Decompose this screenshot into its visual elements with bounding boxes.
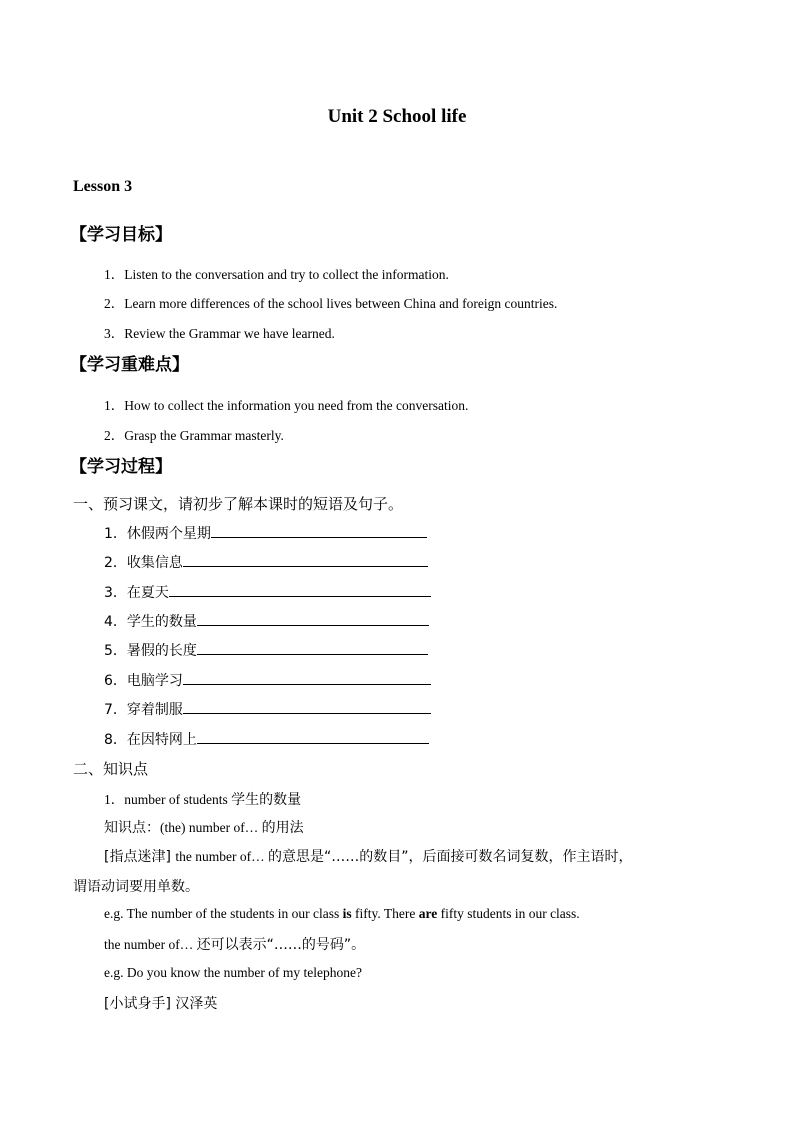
part1-heading: 一、预习课文，请初步了解本课时的短语及句子。 <box>73 495 404 513</box>
phrase-item: 5．暑假的长度 <box>104 640 428 660</box>
objectives-heading: 【学习目标】 <box>70 225 172 245</box>
keypoint-item: 2．Grasp the Grammar masterly. <box>104 428 284 443</box>
phrase-item: 7．穿着制服 <box>104 699 431 719</box>
answer-blank[interactable] <box>183 552 428 567</box>
also-means-line: the number of… 还可以表示“……的号码”。 <box>104 937 366 953</box>
practice-label: [小试身手] 汉泽英 <box>104 996 218 1012</box>
answer-blank[interactable] <box>197 611 429 626</box>
objective-item: 2．Learn more differences of the school lives between China and foreign countries. <box>104 296 558 311</box>
phrase-item: 6．电脑学习 <box>104 670 431 690</box>
keypoints-heading: 【学习重难点】 <box>70 355 189 375</box>
objective-item: 3．Review the Grammar we have learned. <box>104 326 335 341</box>
answer-blank[interactable] <box>183 670 431 685</box>
part2-heading: 二、知识点 <box>73 760 149 778</box>
example-sentence-1: e.g. The number of the students in our class is fifty. There are fifty students in our class. <box>104 906 580 921</box>
tip-line: [指点迷津] the number of… 的意思是“……的数目”，后面接可数名词复数，作主语时， <box>104 849 633 865</box>
keypoint-item: 1．How to collect the information you need from the conversation. <box>104 398 469 413</box>
answer-blank[interactable] <box>211 523 427 538</box>
phrase-item: 4．学生的数量 <box>104 611 429 631</box>
tip-line-continued: 谓语动词要用单数。 <box>73 879 199 895</box>
answer-blank[interactable] <box>183 699 431 714</box>
objective-item: 1．Listen to the conversation and try to collect the information. <box>104 267 449 282</box>
answer-blank[interactable] <box>169 582 431 597</box>
answer-blank[interactable] <box>197 640 428 655</box>
knowledge-usage: 知识点：(the) number of… 的用法 <box>104 820 304 836</box>
answer-blank[interactable] <box>197 729 429 744</box>
phrase-item: 2．收集信息 <box>104 552 428 572</box>
page-title: Unit 2 School life <box>327 106 467 127</box>
knowledge-point-1: 1．number of students 学生的数量 <box>104 792 302 808</box>
example-sentence-2: e.g. Do you know the number of my telephone? <box>104 965 362 980</box>
lesson-label: Lesson 3 <box>73 178 133 195</box>
phrase-item: 1．休假两个星期 <box>104 523 427 543</box>
process-heading: 【学习过程】 <box>70 457 172 477</box>
phrase-item: 3．在夏天 <box>104 582 431 602</box>
phrase-item: 8．在因特网上 <box>104 729 429 749</box>
